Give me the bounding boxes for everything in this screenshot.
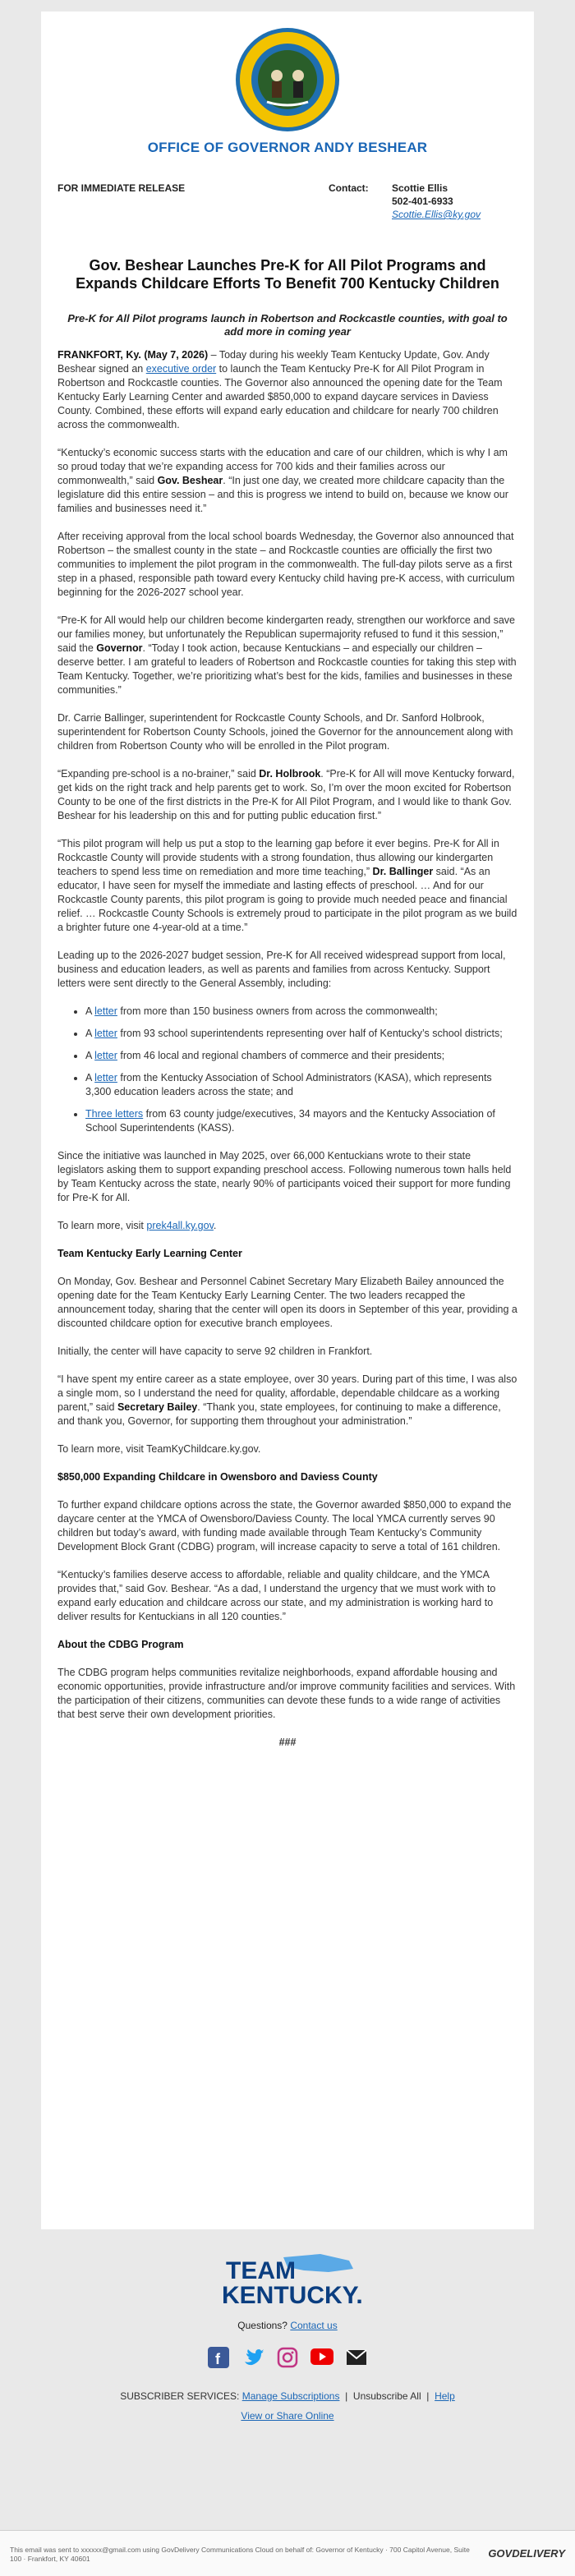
questions-label: Questions?	[237, 2320, 288, 2331]
office-title: OFFICE OF GOVERNOR ANDY BESHEAR	[147, 140, 428, 155]
contact-us-link[interactable]: Contact us	[290, 2320, 338, 2331]
kentucky-seal-icon	[234, 26, 341, 133]
questions-line	[0, 2320, 575, 2331]
text: said. “As an educator, I have seen for myself the immediate and lasting effects of preschool. … And for our Rockcastle County parents, this pilot program is going to provide much needed peace and financial relief. … Rockcastle County Schools is extremely proud to participate in the pilot program as we build a brighter future one 4-year-old at a time.”	[58, 866, 518, 933]
text: . “Today I took action, because Kentuckians – and especially our children – deserve better. I am grateful to leaders of Robertson and Rockcastle counties for taking this step with Team Kentucky. Together, we’re prioritizing what’s best for the kids, families and businesses in these communities.”	[58, 642, 517, 696]
list-item	[85, 1005, 518, 1019]
paragraph	[58, 348, 518, 432]
list-item	[85, 1107, 518, 1135]
subscriber-services	[0, 2390, 575, 2402]
email-card	[41, 12, 534, 2229]
instagram-icon[interactable]	[276, 2346, 299, 2369]
text: . “In just one day, we created more childcare capacity than the legislature did this entire session – and this is progress we intend to build on, because we know our families and businesses need it.”	[58, 475, 508, 514]
paragraph: Leading up to the 2026-2027 budget session, Pre-K for All received widespread support from local, business and education leaders, as well as parents and families from across Kentucky. Support letters were sent directly to the General Assembly, including:	[58, 950, 506, 989]
text: “I have spent my entire career as a state employee, over 30 years. During part of this time, I was also a single mom, so I understand the need for quality, affordable, dependable childcare as a working parent,” said	[58, 1373, 518, 1413]
view-online-line	[0, 2410, 575, 2422]
text: . “Pre-K for All will move Kentucky forward, get kids on the right track and help parents get to work. So, I’m over the moon excited for Robertson County to be one of the first districts in the Pre-K for All Pilot Program, and I would like to thank Gov. Beshear for his leadership on this and for putting public education first.”	[58, 768, 515, 821]
dateline: FRANKFORT, Ky. (May 7, 2026)	[58, 349, 209, 361]
email-footer-text: This email was sent to xxxxxx@gmail.com using GovDelivery Communications Cloud on behalf of: Governor of Kentucky · 700 Capitol Avenue, Suite 100 · Frankfort, KY 40601	[10, 2546, 470, 2563]
facebook-icon[interactable]	[207, 2346, 230, 2369]
text: A	[85, 1028, 95, 1039]
paragraph	[58, 614, 518, 697]
list-item	[85, 1071, 518, 1099]
view-share-online-link[interactable]: View or Share Online	[241, 2410, 334, 2422]
text: To learn more, visit	[58, 1220, 147, 1231]
email-icon[interactable]	[345, 2346, 368, 2369]
letter-link[interactable]: letter	[94, 1072, 117, 1083]
text: from more than 150 business owners from across the commonwealth;	[117, 1005, 438, 1017]
text: from 93 school superintendents representing over half of Kentucky’s school districts;	[117, 1028, 503, 1039]
press-release-subtitle: Pre-K for All Pilot programs launch in Robertson and Rockcastle counties, with goal to add more in coming year	[67, 312, 508, 338]
paragraph: To further expand childcare options across the state, the Governor awarded $850,000 to expand the daycare center at the YMCA of Owensboro/Daviess County. The local YMCA currently serves 90 children but today’s award, with funding made available through Team Kentucky’s Community Development Block Grant (CDBG) program, will increase capacity to serve a total of 161 children.	[58, 1499, 512, 1552]
text: “Kentucky’s economic success starts with the education and care of our children, which is why I am so proud today that we’re expanding access for 700 kids and their families across our commonwealth,” said	[58, 447, 508, 486]
support-letters-list	[58, 1005, 518, 1135]
logo-top-text: TEAM	[226, 2257, 296, 2284]
help-link[interactable]: Help	[435, 2390, 455, 2402]
paragraph: To learn more, visit TeamKyChildcare.ky.gov.	[58, 1443, 261, 1455]
letter-link[interactable]: letter	[94, 1028, 117, 1039]
kentucky-map-icon	[205, 2251, 370, 2308]
contact-email-link[interactable]: Scottie.Ellis@ky.gov	[392, 209, 481, 220]
paragraph: Since the initiative was launched in May 2025, over 66,000 Kentuckians wrote to their state legislators asking them to support expanding preschool access. Following numerous town halls held by Team Kentucky across the state, nearly 90% of participants voiced their support for more funding for Pre-K for All.	[58, 1150, 512, 1203]
logo-bottom-text: KENTUCKY.	[222, 2282, 363, 2308]
text: to launch the Team Kentucky Pre-K for All Pilot Program in Robertson and Rockcastle counties. The Governor also announced the opening date for the Team Kentucky Early Learning Center and awarded $850,000 to expand daycare services in Daviess County. Combined, these efforts will expand early education and childcare for nearly 700 children across the commonwealth.	[58, 363, 503, 430]
separator: |	[426, 2390, 430, 2402]
subscriber-label: SUBSCRIBER SERVICES:	[120, 2390, 240, 2402]
prek4all-link[interactable]: prek4all.ky.gov	[146, 1220, 214, 1231]
text: from the Kentucky Association of School Administrators (KASA), which represents 3,300 education leaders across the state; and	[85, 1072, 492, 1097]
paragraph	[58, 1373, 518, 1428]
list-item	[85, 1027, 518, 1041]
paragraph: Initially, the center will have capacity to serve 92 children in Frankfort.	[58, 1346, 373, 1357]
paragraph	[58, 767, 518, 823]
social-links	[0, 2346, 575, 2369]
team-kentucky-logo	[205, 2251, 370, 2308]
paragraph: Dr. Carrie Ballinger, superintendent for Rockcastle County Schools, and Dr. Sanford Holbrook, superintendent for Robertson County Schools, joined the Governor for the announcement along with children from Robertson County who will be enrolled in the Pilot program.	[58, 712, 513, 752]
text: A	[85, 1005, 95, 1017]
section-heading: $850,000 Expanding Childcare in Owensboro and Daviess County	[58, 1471, 378, 1483]
text: A	[85, 1050, 95, 1061]
paragraph: “Kentucky’s families deserve access to affordable, reliable and quality childcare, and the YMCA provides that,” said Gov. Beshear. “As a dad, I understand the urgency that we must work with to expand early education and childcare across our state, and my administration is working hard to deliver results for Kentuckians in all 120 counties.”	[58, 1569, 496, 1622]
footer	[0, 2251, 575, 2422]
text: “Pre-K for All would help our children become kindergarten ready, strengthen our workforce and save our families money, but unfortunately the Republican supermajority refused to fund it this session,” said the	[58, 614, 516, 654]
paragraph	[58, 1219, 518, 1233]
list-item	[85, 1049, 518, 1063]
text: “Expanding pre-school is a no-brainer,” said	[58, 768, 260, 780]
separator: |	[345, 2390, 348, 2402]
letter-link[interactable]: letter	[94, 1005, 117, 1017]
section-heading: Team Kentucky Early Learning Center	[58, 1248, 242, 1259]
bottom-bar	[0, 2530, 575, 2576]
twitter-icon[interactable]	[242, 2346, 264, 2369]
youtube-icon[interactable]	[310, 2346, 334, 2369]
seal-area	[41, 26, 534, 135]
text: from 46 local and regional chambers of commerce and their presidents;	[117, 1050, 445, 1061]
speaker: Dr. Ballinger	[372, 866, 434, 877]
text: “This pilot program will help us put a stop to the learning gap before it ever begins. Pre-K for All in Rockcastle County will provide students with a strong foundation, thus allowing our kindergarten teachers to spend less time on remediation and more time teaching,”	[58, 838, 499, 877]
contact-phone: 502-401-6933	[392, 196, 453, 207]
article-body	[58, 348, 518, 1750]
end-marker: ###	[278, 1736, 297, 1748]
paragraph: After receiving approval from the local school boards Wednesday, the Governor also announced that Robertson – the smallest county in the state – and Rockcastle counties are officially the first two communities to implement the pilot program in the commonwealth. The full-day pilots serve as a first step in a phased, responsible path toward every Kentucky child having pre-K access, with curriculum beginning for the 2026-2027 school year.	[58, 531, 515, 598]
unsubscribe-all-link[interactable]: Unsubscribe All	[352, 2390, 421, 2402]
text: . “Thank you, state employees, for continuing to make a difference, and thank you, Governor, for supporting them throughout your administration.”	[58, 1401, 501, 1427]
svg-text:f: f	[215, 2351, 220, 2367]
manage-subscriptions-link[interactable]: Manage Subscriptions	[242, 2390, 340, 2402]
speaker: Secretary Bailey	[117, 1401, 198, 1413]
text: – Today during his weekly Team Kentucky Update, Gov. Andy Beshear signed an	[58, 349, 490, 375]
three-letters-link[interactable]: Three letters	[85, 1108, 144, 1120]
paragraph: The CDBG program helps communities revitalize neighborhoods, expand affordable housing and economic opportunities, provide infrastructure and/or improve community facilities and services. With the participation of their citizens, communities can devote these funds to a wide range of activities that best serve their own development priorities.	[58, 1667, 516, 1720]
paragraph	[58, 446, 518, 516]
text: from 63 county judge/executives, 34 mayors and the Kentucky Association of School Superintendents (KASS).	[85, 1108, 495, 1134]
text: A	[85, 1072, 95, 1083]
contact-name: Scottie Ellis	[392, 182, 448, 194]
text: .	[213, 1220, 217, 1231]
executive-order-link[interactable]: executive order	[145, 363, 217, 375]
press-release-title: Gov. Beshear Launches Pre-K for All Pilot Programs and Expands Childcare Efforts To Benefit 700 Kentucky Children	[76, 257, 499, 292]
govdelivery-logo: GOVDELIVERY	[488, 2547, 565, 2560]
section-heading: About the CDBG Program	[58, 1639, 184, 1650]
speaker: Governor	[96, 642, 143, 654]
speaker: Gov. Beshear	[157, 475, 223, 486]
paragraph	[58, 837, 518, 935]
letter-link[interactable]: letter	[94, 1050, 117, 1061]
paragraph: On Monday, Gov. Beshear and Personnel Cabinet Secretary Mary Elizabeth Bailey announced the opening date for the Team Kentucky Early Learning Center. The two leaders recapped the announcement today, sharing that the center will open its doors in September of this year, providing a discounted childcare option for executive branch employees.	[58, 1276, 518, 1329]
contact-label: Contact:	[329, 182, 369, 194]
release-label: FOR IMMEDIATE RELEASE	[58, 182, 186, 194]
speaker: Dr. Holbrook	[259, 768, 321, 780]
